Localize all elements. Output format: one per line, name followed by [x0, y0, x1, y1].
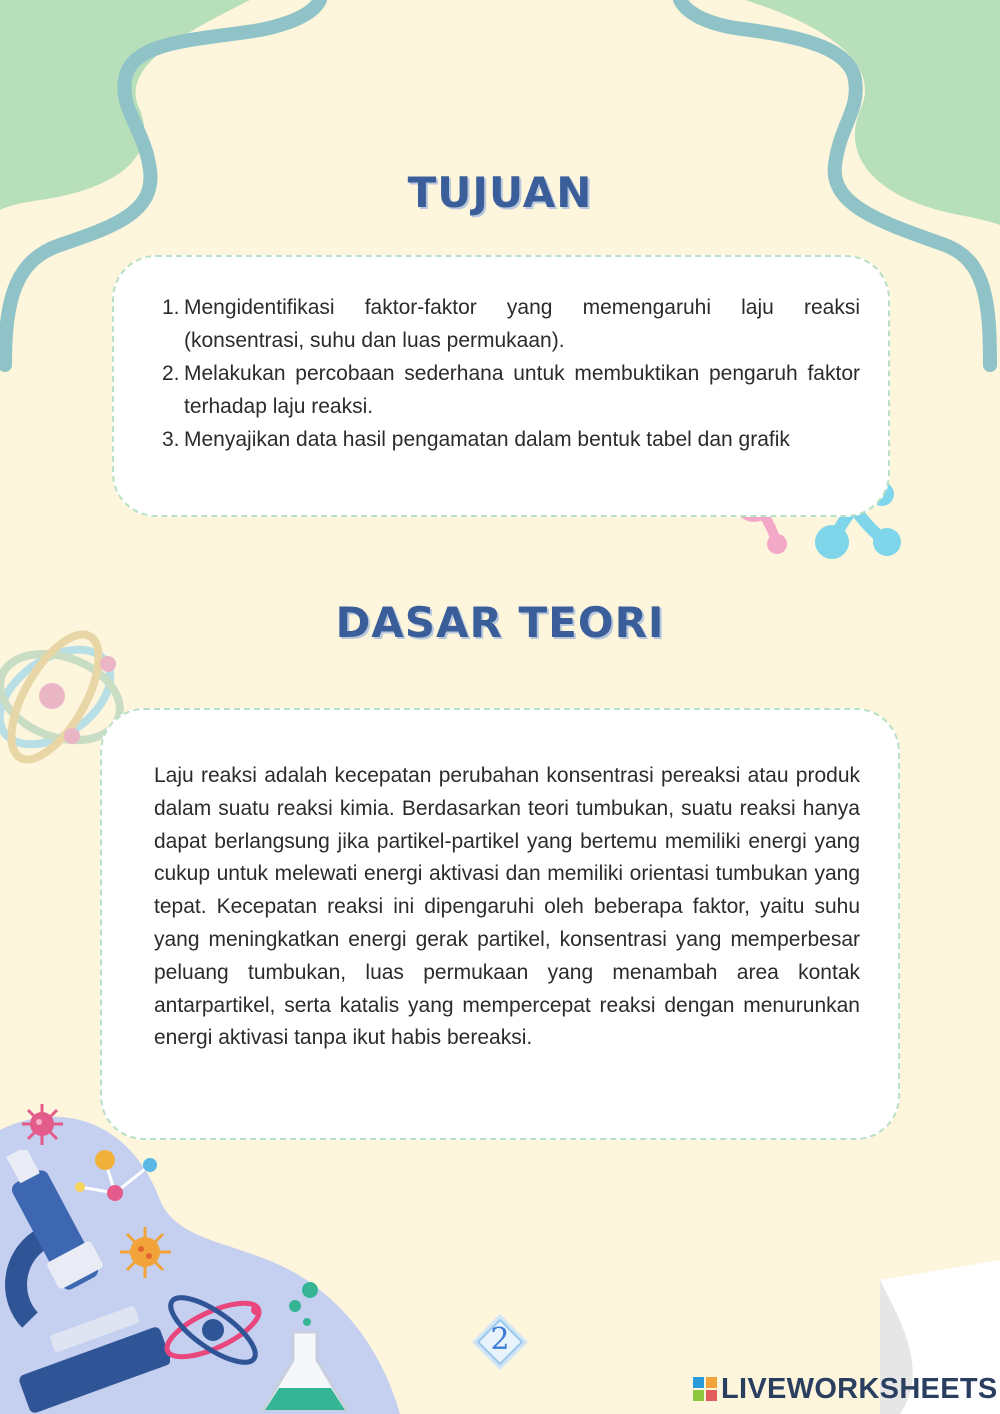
tujuan-card [112, 255, 890, 517]
list-item [162, 357, 860, 423]
list-item-text: Melakukan percobaan sederhana untuk membuktikan pengaruh faktor terhadap laju reaksi. [184, 362, 860, 418]
section-title-tujuan: TUJUAN [407, 168, 593, 217]
virus-icon [20, 1102, 65, 1147]
liveworksheets-logo-icon [693, 1377, 717, 1401]
liveworksheets-brand[interactable] [693, 1373, 998, 1405]
list-item-text: Menyajikan data hasil pengamatan dalam bentuk tabel dan grafik [184, 428, 790, 451]
list-item [162, 291, 860, 357]
dasar-teori-card [100, 708, 900, 1140]
list-item-text: Mengidentifikasi faktor-faktor yang memengaruhi laju reaksi (konsentrasi, suhu dan luas permukaan). [184, 296, 860, 352]
page-number: 2 [490, 1322, 510, 1357]
list-item-number: 2. [162, 362, 180, 385]
microscope-icon [0, 1150, 170, 1414]
flask-icon [255, 1280, 355, 1414]
objective-list [162, 291, 860, 456]
theory-paragraph: Laju reaksi adalah kecepatan perubahan konsentrasi pereaksi atau produk dalam suatu reaksi kimia. Berdasarkan teori tumbukan, suatu reaksi hanya dapat berlangsung jika partikel-partikel yang bertemu memiliki energi yang cukup untuk melewati energi aktivasi dan memiliki orientasi tumbukan yang tepat. Kecepatan reaksi ini dipengaruhi oleh beberapa faktor, yaitu suhu yang meningkatkan energi gerak partikel, konsentrasi yang memperbesar peluang tumbukan, luas permukaan yang menambah area kontak antarpartikel, serta katalis yang mempercepat reaksi dengan menurunkan energi aktivasi tanpa ikut habis bereaksi. [154, 764, 860, 1050]
section-title-dasar-teori: DASAR TEORI [335, 598, 665, 647]
list-item-number: 3. [162, 428, 180, 451]
brand-name: LIVEWORKSHEETS [721, 1372, 998, 1405]
atom-icon [158, 1280, 268, 1380]
list-item [162, 423, 860, 456]
list-item-number: 1. [162, 296, 180, 319]
